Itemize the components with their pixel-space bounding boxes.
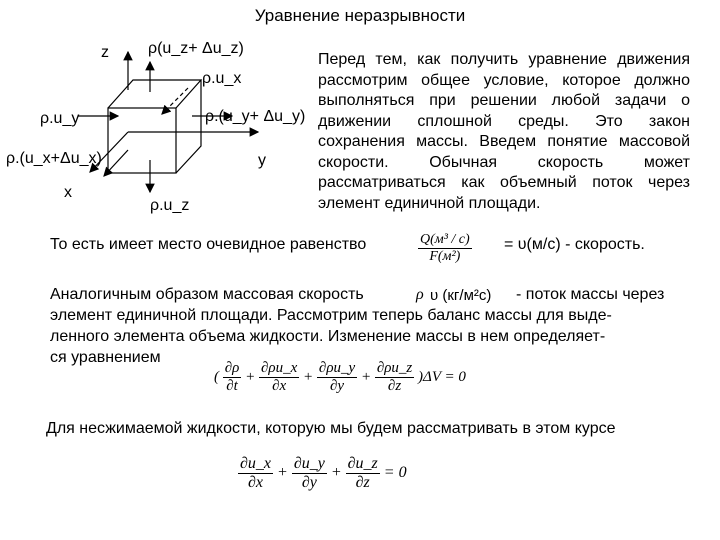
mass-velocity-line-1a: Аналогичным образом массовая скорость [50,286,364,303]
equality-result: = υ(м/с) - скорость. [504,236,645,253]
flux-x-out-label: ρ.(u_x+Δu_x) [6,150,102,167]
eq1-term3-den: ∂y [330,378,345,394]
axis-x-label: x [64,184,72,201]
eq1-open-paren: ( [214,368,219,385]
continuity-equation: $\frac{\partial u\_x}{\partial x}$ + $\frac{\partial u\_y}{\partial y}$ + $\frac{\partial u\_z}{\partial z}$ = 0 [240,455,407,491]
eq2-tail: = 0 [383,464,407,482]
eq1-tail: )ΔV = 0 [418,368,466,385]
flux-x-in-arrow [162,88,188,114]
cube-top-face [108,80,201,108]
fraction-denominator: F(м²) [429,249,461,264]
rho-symbol: ρ [416,286,424,303]
eq1-term1-num: ∂ρ [224,360,240,376]
eq1-term2-den: ∂x [272,378,287,394]
axis-z-label: z [101,44,109,61]
fraction-numerator: Q(м³ / c) [420,232,470,247]
mass-balance-equation: ( $\frac{\partial\rho}{\partial t}$ + $\frac{\partial\rho u\_x}{\partial x}$ + $\frac{\partial\rho u\_y}{\partial y}$ + $\frac{\partial\rho u\_z}{\partial z}$ )ΔV = 0 [214,360,466,394]
volume-flux-fraction [418,232,472,265]
eq2-term1-den: ∂x [248,474,264,491]
flux-y-in-label: ρ.u_y [40,110,80,127]
intro-paragraph: Перед тем, как получить уравнение движения рассмотрим общее условие, которое должно выполняться при решении любой задачи о движении сплошной среды. Это закон сохранения массы. Введем понятие массовой скорости. Обычная скорость может рассматриваться как объемный поток через элемент единичной площади. [318,51,690,212]
axis-y-label: y [258,152,266,169]
flux-z-bottom-label: ρ.u_z [150,197,190,214]
flux-z-top-label: ρ(u_z+ Δu_z) [148,40,244,57]
eq2-term2-den: ∂y [301,474,317,491]
eq2-term3-num: ∂u_z [347,455,378,472]
mass-velocity-unit: υ (кг/м²с) [430,287,492,304]
mass-velocity-line-2: элемент единичной площади. Рассмотрим теперь баланс массы для выде- [50,307,612,324]
mass-velocity-line-1b: - поток массы через [516,286,665,303]
page-title: Уравнение неразрывности [254,6,466,25]
eq2-term3-den: ∂z [355,474,370,491]
eq1-term1-den: ∂t [226,378,238,394]
eq1-term2-num: ∂ρu_x [261,360,298,376]
equality-text: То есть имеет место очевидное равенство [50,236,367,253]
flux-x-in-label: ρ.u_x [202,70,242,87]
eq1-term4-den: ∂z [387,378,402,394]
incompressible-text: Для несжимаемой жидкости, которую мы будем рассматривать в этом курсе [46,420,616,437]
flux-y-out-label: ρ.(u_y+ Δu_y) [205,108,306,125]
cube-front-face [108,108,176,173]
eq2-term2-num: ∂u_y [293,455,325,472]
eq2-term1-num: ∂u_x [240,455,272,472]
mass-velocity-line-4: ся уравнением [50,349,161,366]
eq1-term3-num: ∂ρu_y [318,360,356,376]
mass-velocity-line-3: ленного элемента объема жидкости. Изменение массы в нем определяет- [50,328,606,345]
eq1-term4-num: ∂ρu_z [376,360,413,376]
